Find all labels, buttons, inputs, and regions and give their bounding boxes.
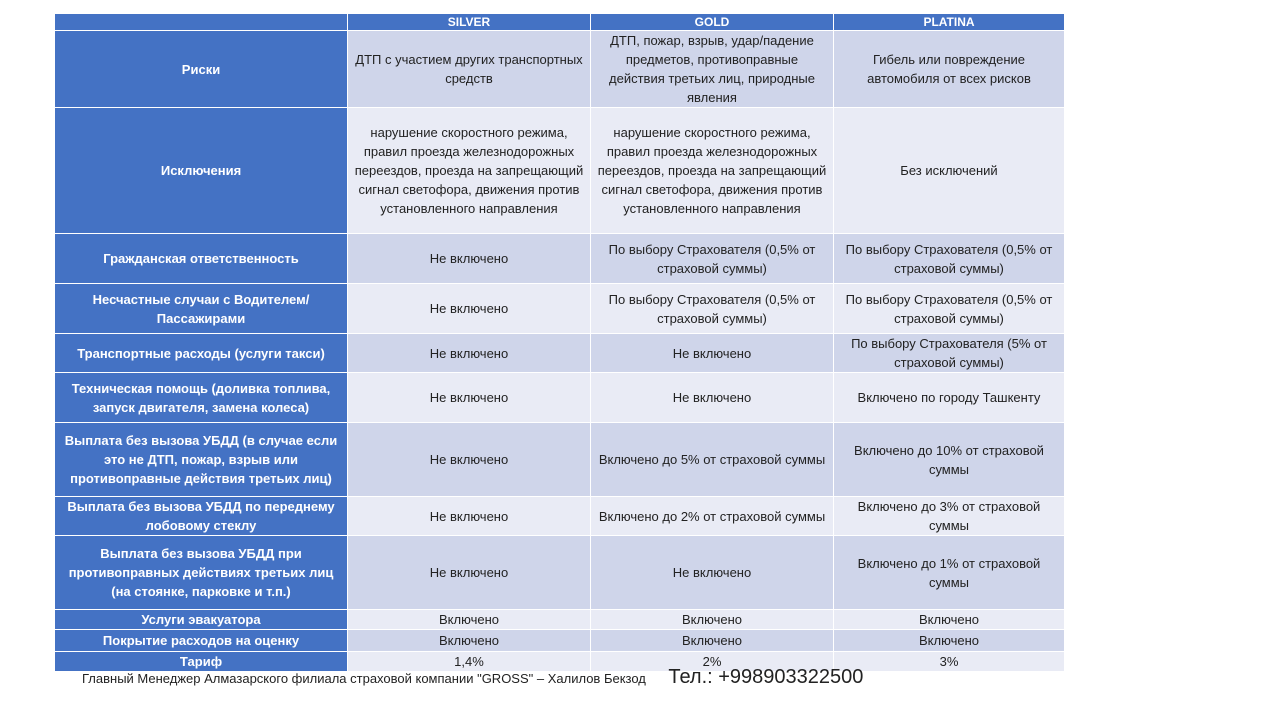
cell-gold: По выбору Страхователя (0,5% от страховой суммы) (591, 234, 834, 284)
cell-gold: Не включено (591, 334, 834, 373)
cell-platina: Включено по городу Ташкенту (834, 373, 1065, 423)
cell-gold: нарушение скоростного режима, правил проезда железнодорожных переездов, проезда на запрещающий сигнал светофора, движения против установленного направления (591, 108, 834, 234)
cell-gold: ДТП, пожар, взрыв, удар/падение предметов, противоправные действия третьих лиц, природные явления (591, 31, 834, 108)
row-label: Гражданская ответственность (55, 234, 348, 284)
cell-silver: Не включено (348, 234, 591, 284)
table-row (55, 497, 1065, 536)
row-label: Риски (55, 31, 348, 108)
cell-silver: Не включено (348, 497, 591, 536)
table-row (55, 536, 1065, 610)
cell-platina: Включено (834, 610, 1065, 630)
header-empty (55, 14, 348, 31)
cell-platina: Включено до 1% от страховой суммы (834, 536, 1065, 610)
row-label: Транспортные расходы (услуги такси) (55, 334, 348, 373)
footer (82, 666, 863, 689)
table-row (55, 334, 1065, 373)
header-gold: GOLD (591, 14, 834, 31)
cell-silver: Не включено (348, 423, 591, 497)
table-row (55, 630, 1065, 652)
row-label: Техническая помощь (доливка топлива, запуск двигателя, замена колеса) (55, 373, 348, 423)
table-row (55, 234, 1065, 284)
cell-silver: Включено (348, 630, 591, 652)
cell-platina: Включено до 3% от страховой суммы (834, 497, 1065, 536)
table-row (55, 31, 1065, 108)
phone-number: Тел.: +998903322500 (668, 666, 864, 688)
cell-silver: Не включено (348, 373, 591, 423)
manager-caption: Главный Менеджер Алмазарского филиала страховой компании "GROSS" – Халилов Бекзод (82, 671, 646, 686)
cell-platina: 3% (834, 652, 1065, 672)
cell-gold: Включено до 5% от страховой суммы (591, 423, 834, 497)
row-label: Исключения (55, 108, 348, 234)
row-label: Выплата без вызова УБДД по переднему лобовому стеклу (55, 497, 348, 536)
cell-gold: Включено до 2% от страховой суммы (591, 497, 834, 536)
table-row (55, 423, 1065, 497)
cell-platina: Без исключений (834, 108, 1065, 234)
table-row (55, 610, 1065, 630)
cell-silver: Не включено (348, 536, 591, 610)
cell-gold: Не включено (591, 536, 834, 610)
cell-platina: По выбору Страхователя (0,5% от страховой суммы) (834, 234, 1065, 284)
row-label: Выплата без вызова УБДД при противоправных действиях третьих лиц (на стоянке, парковке и т.п.) (55, 536, 348, 610)
cell-gold: Не включено (591, 373, 834, 423)
row-label: Тариф (55, 652, 348, 672)
table-row (55, 373, 1065, 423)
cell-platina: Включено (834, 630, 1065, 652)
row-label: Услуги эвакуатора (55, 610, 348, 630)
table-header-row (55, 14, 1065, 31)
table-row (55, 108, 1065, 234)
cell-platina: Гибель или повреждение автомобиля от всех рисков (834, 31, 1065, 108)
insurance-comparison-table (54, 13, 1065, 672)
cell-silver: Не включено (348, 334, 591, 373)
header-platina: PLATINA (834, 14, 1065, 31)
cell-silver: Не включено (348, 284, 591, 334)
cell-platina: Включено до 10% от страховой суммы (834, 423, 1065, 497)
cell-gold: 2% (591, 652, 834, 672)
row-label: Несчастные случаи с Водителем/Пассажирами (55, 284, 348, 334)
cell-platina: По выбору Страхователя (0,5% от страховой суммы) (834, 284, 1065, 334)
cell-gold: Включено (591, 610, 834, 630)
cell-silver: Включено (348, 610, 591, 630)
row-label: Покрытие расходов на оценку (55, 630, 348, 652)
cell-silver: нарушение скоростного режима, правил проезда железнодорожных переездов, проезда на запрещающий сигнал светофора, движения против установленного направления (348, 108, 591, 234)
table-row (55, 284, 1065, 334)
header-silver: SILVER (348, 14, 591, 31)
cell-gold: Включено (591, 630, 834, 652)
cell-silver: ДТП с участием других транспортных средств (348, 31, 591, 108)
cell-platina: По выбору Страхователя (5% от страховой суммы) (834, 334, 1065, 373)
row-label: Выплата без вызова УБДД (в случае если это не ДТП, пожар, взрыв или противоправные действия третьих лиц) (55, 423, 348, 497)
cell-gold: По выбору Страхователя (0,5% от страховой суммы) (591, 284, 834, 334)
cell-silver: 1,4% (348, 652, 591, 672)
